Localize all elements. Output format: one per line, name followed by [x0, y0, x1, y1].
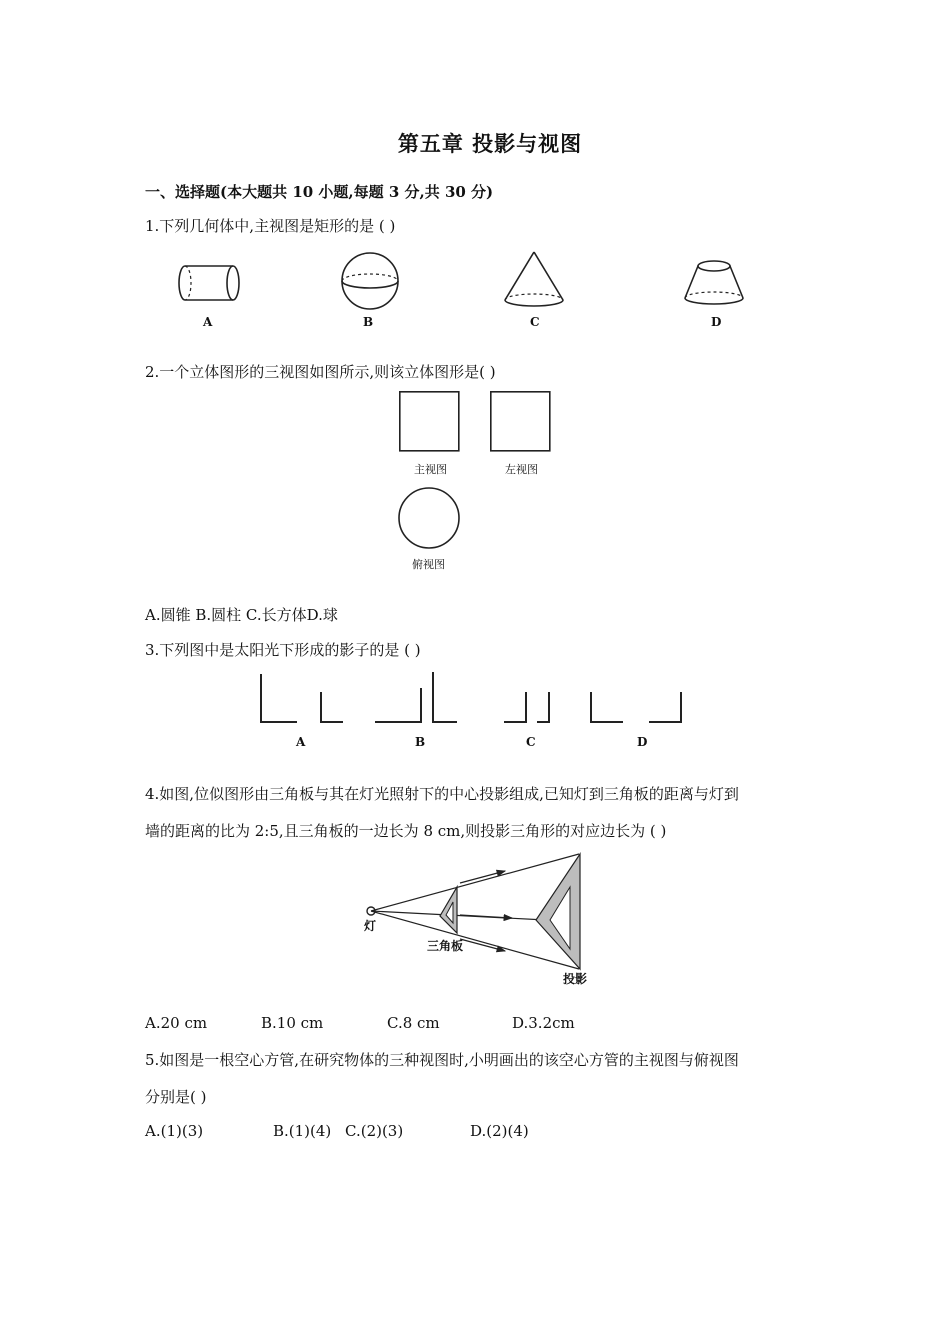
question-2-text: 2.一个立体图形的三视图如图所示,则该立体图形是( ) [145, 363, 496, 381]
q1-label-b: B [363, 315, 374, 329]
q4-option-d: D.3.2cm [512, 1014, 575, 1032]
frustum-figure [682, 258, 748, 310]
side-view-square [490, 391, 551, 452]
shadow-figures [255, 668, 695, 728]
cylinder-figure [170, 262, 250, 312]
q5-option-a: A.(1)(3) [145, 1122, 204, 1140]
section-heading: 一、选择题(本大题共 10 小题,每题 3 分,共 30 分) [145, 183, 494, 201]
q3-label-a: A [296, 735, 306, 749]
q5-option-b: B.(1)(4) [273, 1122, 332, 1140]
q4-option-b: B.10 cm [261, 1014, 324, 1032]
top-view-circle [398, 487, 460, 549]
question-5-line2: 分别是( ) [145, 1088, 207, 1106]
central-projection-diagram [360, 850, 600, 980]
q3-label-b: B [415, 735, 426, 749]
question-4-line1: 4.如图,位似图形由三角板与其在灯光照射下的中心投影组成,已知灯到三角板的距离与灯到 [145, 785, 739, 803]
cone-figure [502, 250, 568, 310]
front-view-label: 主视图 [414, 463, 447, 476]
q4-option-a: A.20 cm [145, 1014, 208, 1032]
q1-label-d: D [711, 315, 722, 329]
question-4-line2: 墙的距离的比为 2:5,且三角板的一边长为 8 cm,则投影三角形的对应边长为 ( ) [145, 822, 667, 840]
q5-option-c: C.(2)(3) [345, 1122, 404, 1140]
lamp-label: 灯 [364, 919, 377, 933]
q4-option-c: C.8 cm [387, 1014, 440, 1032]
q1-label-a: A [203, 315, 213, 329]
q3-label-c: C [526, 735, 536, 749]
sphere-figure [340, 250, 404, 314]
top-view-label: 俯视图 [412, 558, 445, 571]
q5-option-d: D.(2)(4) [470, 1122, 529, 1140]
page-title: 第五章 投影与视图 [397, 131, 583, 156]
projection-label: 投影 [563, 972, 588, 986]
question-2-options: A.圆锥 B.圆柱 C.长方体D.球 [145, 606, 338, 624]
side-view-label: 左视图 [505, 463, 538, 476]
triangle-board-label: 三角板 [427, 939, 464, 953]
q3-label-d: D [637, 735, 648, 749]
q1-label-c: C [530, 315, 540, 329]
front-view-square [399, 391, 460, 452]
question-5-line1: 5.如图是一根空心方管,在研究物体的三种视图时,小明画出的该空心方管的主视图与俯视图 [145, 1051, 739, 1069]
question-1-text: 1.下列几何体中,主视图是矩形的是 ( ) [145, 217, 396, 235]
question-3-text: 3.下列图中是太阳光下形成的影子的是 ( ) [145, 641, 421, 659]
